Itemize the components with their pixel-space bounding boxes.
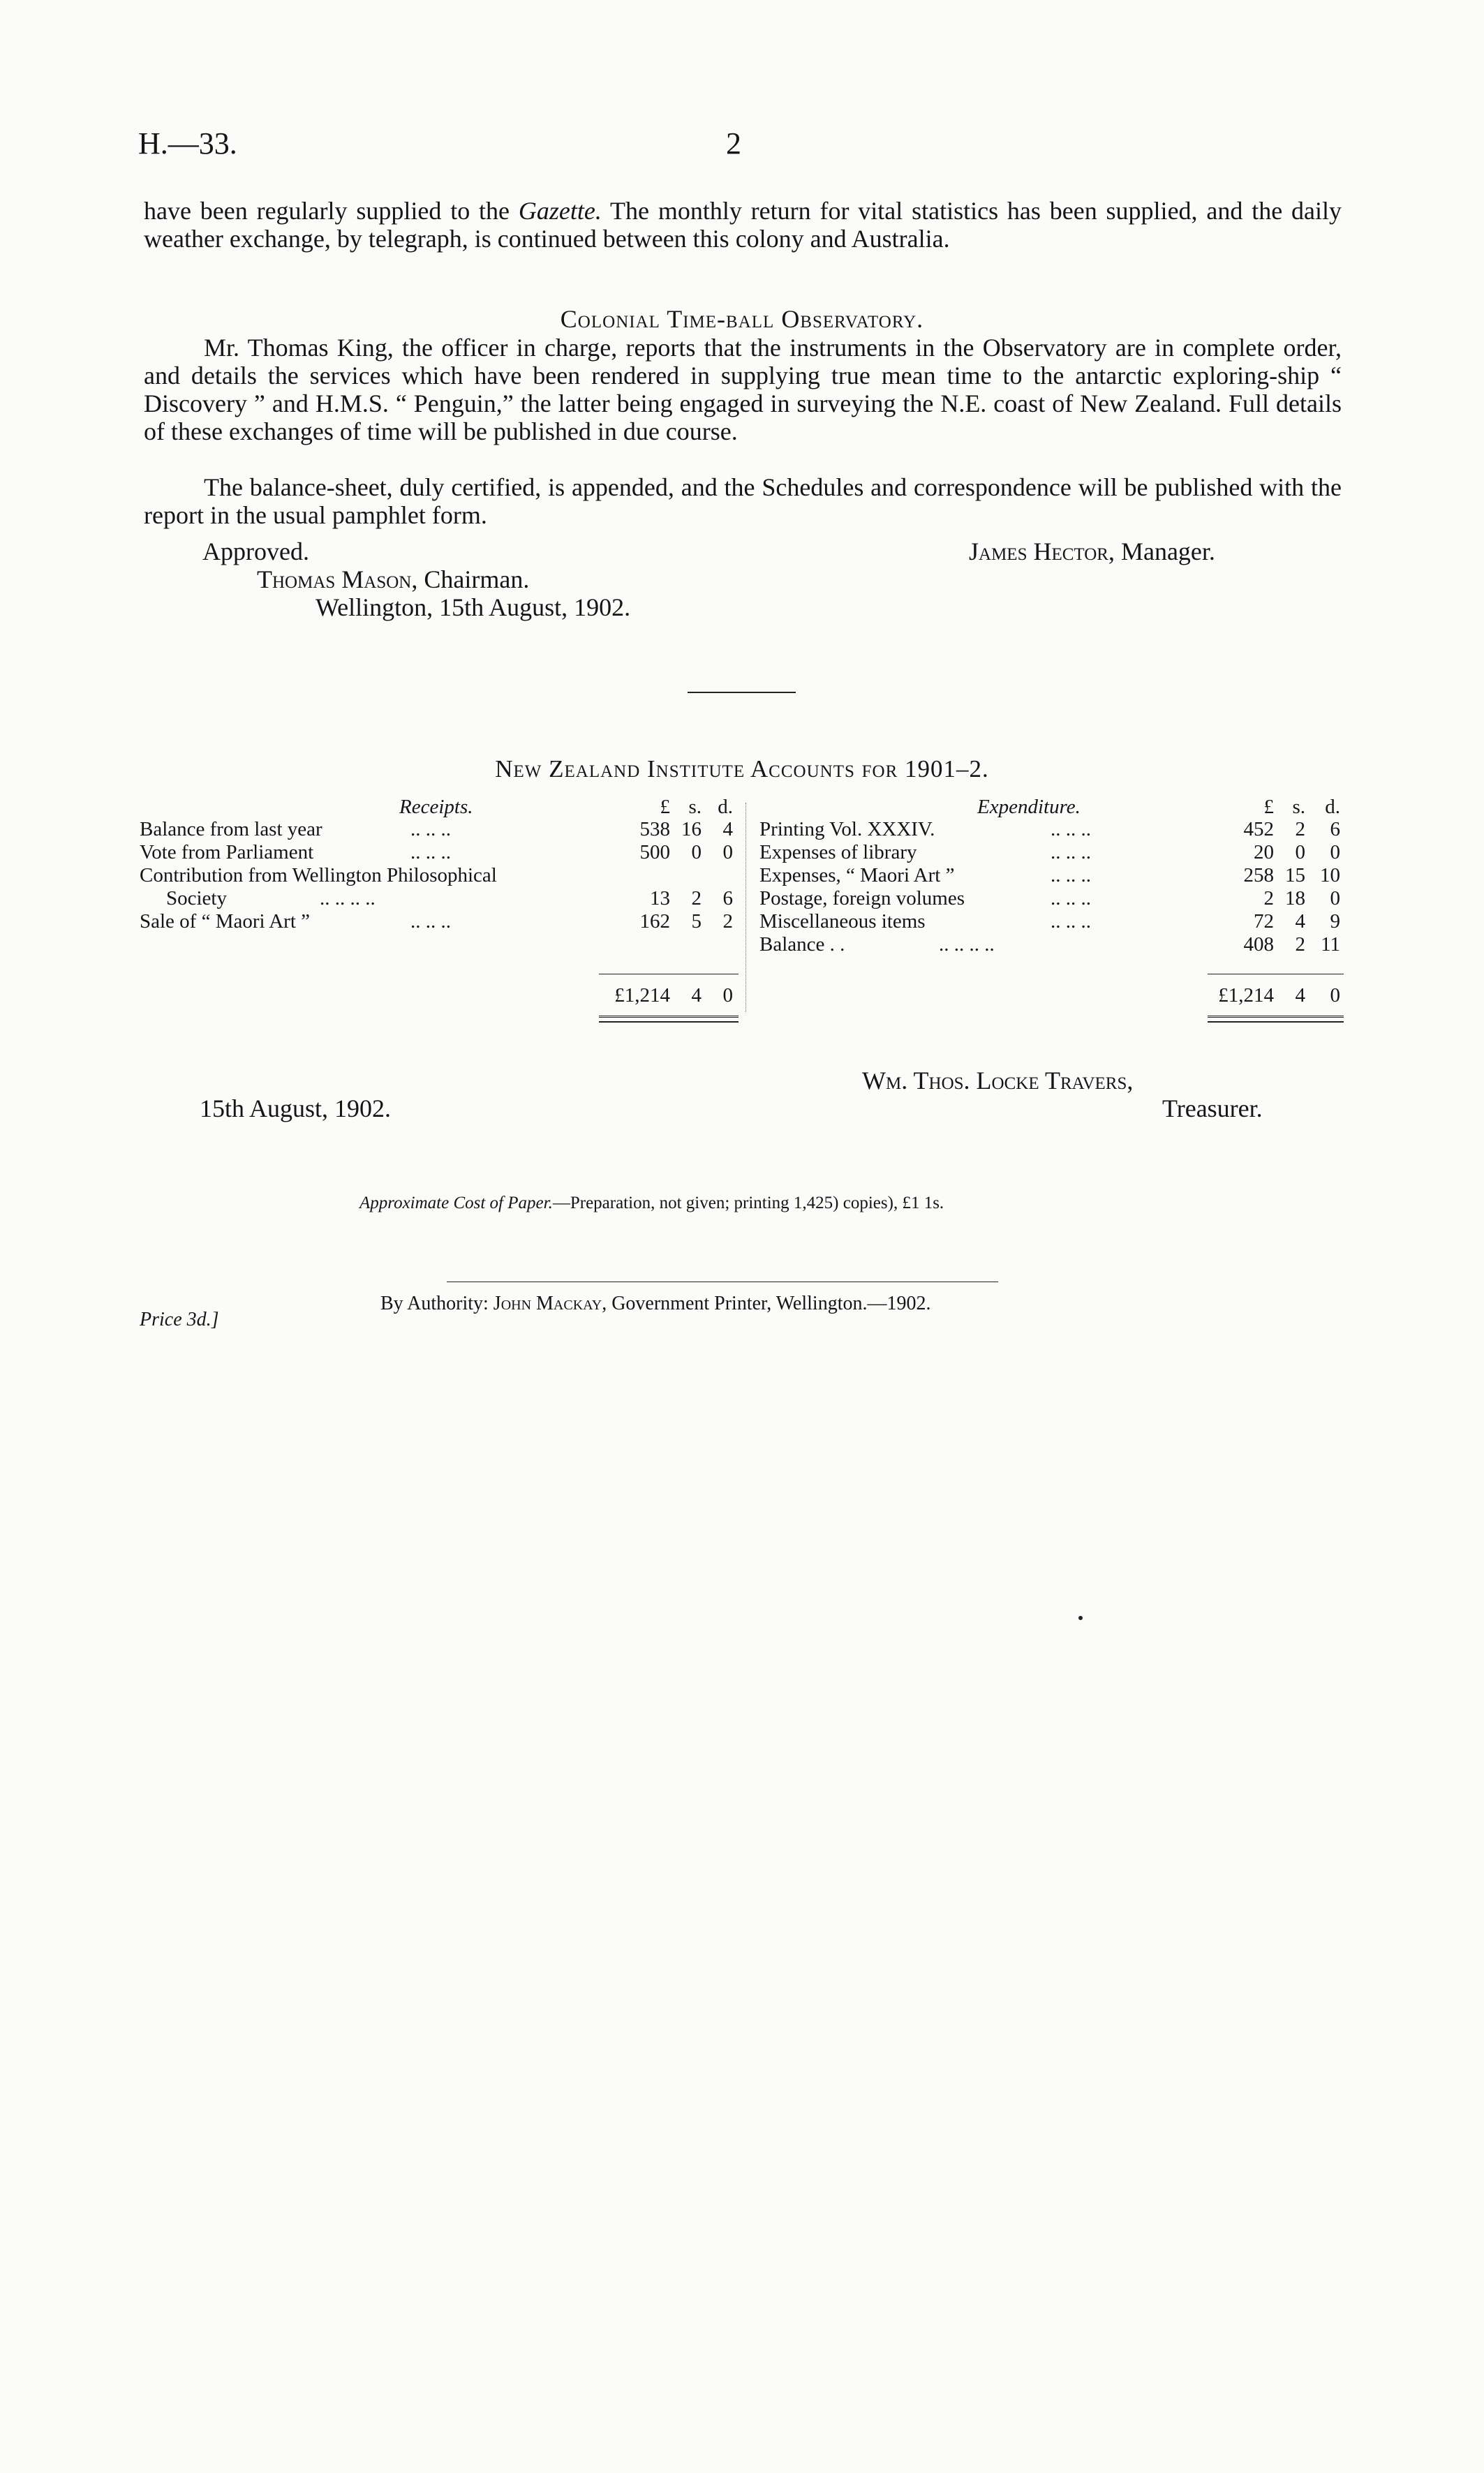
king-text: Mr. Thomas King, the officer in charge, reports that the instruments in the Observatory are in complete order, and details the services which have been rendered in supplying true mean time to the antarctic exploring-ship “ Discovery ” and H.M.S. “ Penguin,” the latter being engaged in surveying the N.E. coast of New Zealand. Full details of these exchanges of time will be published in due course. [144, 334, 1342, 445]
treasurer-title: Treasurer. [1162, 1094, 1263, 1122]
approved-label: Approved. [202, 537, 309, 565]
expenditure-row-label: Miscellaneous items [759, 910, 926, 933]
treasurer-signature: Wm. Thos. Locke Travers [862, 1067, 1127, 1094]
leader-dots: .. .. .. [1051, 887, 1091, 909]
receipts-total-double-rule [599, 1016, 739, 1023]
expenditure-pounds: 452 [1243, 818, 1274, 840]
expenditure-pounds: 20 [1254, 841, 1274, 863]
expenditure-row-label: Expenses of library [759, 841, 917, 863]
manager-title: , Manager. [1108, 537, 1215, 565]
expenditure-pounds: 2 [1263, 887, 1274, 909]
accounts-title: New Zealand Institute Accounts for 1901–2. [495, 755, 989, 782]
document-code: H.—33. [138, 126, 237, 161]
receipts-shillings: 5 [691, 910, 702, 933]
authority-suffix: , Government Printer, Wellington.—1902. [602, 1293, 931, 1314]
cost-of-paper-line [359, 1194, 944, 1213]
ink-speck [1078, 1616, 1083, 1620]
balance-text: The balance-sheet, duly certified, is appended, and the Schedules and correspondence will be published with the report in the usual pamphlet form. [144, 473, 1342, 529]
expenditure-col-shillings: s. [1292, 796, 1305, 818]
authority-line [380, 1293, 930, 1315]
expenditure-pence: 0 [1330, 841, 1340, 863]
receipts-row-label: Society [166, 887, 227, 909]
expenditure-row-label: Expenses, “ Maori Art ” [759, 864, 955, 886]
expenditure-shillings: 18 [1285, 887, 1305, 909]
leader-dots: .. .. .. [1051, 841, 1091, 863]
manager-name: James Hector [969, 537, 1108, 565]
receipts-total-shillings: 4 [691, 984, 702, 1007]
cost-italic: Approximate Cost of Paper. [359, 1194, 553, 1212]
leader-dots: .. .. .. .. [939, 933, 995, 956]
expenditure-pounds: 72 [1254, 910, 1274, 933]
leader-dots: .. .. .. .. [320, 887, 376, 909]
leader-dots: .. .. .. [1051, 818, 1091, 840]
treasurer-date: 15th August, 1902. [200, 1094, 392, 1122]
place-date: Wellington, 15th August, 1902. [316, 593, 631, 621]
printer-name: John Mackay [493, 1293, 602, 1314]
receipts-col-shillings: s. [688, 796, 702, 818]
expenditure-pence: 0 [1330, 887, 1340, 909]
expenditure-total-pounds: £1,214 [1218, 984, 1274, 1007]
receipts-total-pounds: £1,214 [614, 984, 670, 1007]
receipts-row-label: Balance from last year [140, 818, 322, 840]
receipts-pounds: 162 [639, 910, 670, 933]
intro-paragraph [144, 197, 1342, 253]
receipts-total-pence: 0 [722, 984, 733, 1007]
receipts-shillings: 2 [691, 887, 702, 909]
receipts-shillings: 0 [691, 841, 702, 863]
king-paragraph [144, 334, 1342, 445]
treasurer-name: Wm. Thos. Locke Travers, [862, 1067, 1134, 1094]
receipts-pounds: 538 [639, 818, 670, 840]
receipts-heading: Receipts. [399, 796, 473, 818]
accounts-divider [745, 803, 746, 1012]
chairman-signature [257, 565, 529, 593]
expenditure-pounds: 408 [1243, 933, 1274, 956]
expenditure-shillings: 4 [1295, 910, 1305, 933]
expenditure-heading: Expenditure. [977, 796, 1081, 818]
leader-dots: .. .. .. [1051, 864, 1091, 886]
receipts-row-label: Sale of “ Maori Art ” [140, 910, 311, 933]
expenditure-col-pounds: £ [1263, 796, 1274, 818]
expenditure-shillings: 2 [1295, 818, 1305, 840]
section-divider [688, 692, 796, 693]
expenditure-shillings: 0 [1295, 841, 1305, 863]
receipts-pence: 4 [722, 818, 733, 840]
leader-dots: .. .. .. [410, 841, 451, 863]
balance-paragraph [144, 473, 1342, 529]
authority-prefix: By Authority: [380, 1293, 494, 1314]
expenditure-row-label: Balance . . [759, 933, 845, 956]
section-heading: Colonial Time-ball Observatory. [560, 305, 924, 333]
expenditure-pence: 10 [1320, 864, 1340, 886]
expenditure-pence: 9 [1330, 910, 1340, 933]
cost-text: —Preparation, not given; printing 1,425) copies), £1 1s. [552, 1194, 944, 1212]
receipts-pence: 0 [722, 841, 733, 863]
receipts-pence: 6 [722, 887, 733, 909]
chairman-title: , Chairman. [411, 565, 530, 593]
receipts-col-pounds: £ [660, 796, 670, 818]
expenditure-pence: 6 [1330, 818, 1340, 840]
receipts-col-pence: d. [718, 796, 733, 818]
price-label: Price 3d.] [140, 1309, 219, 1330]
chairman-name: Thomas Mason [257, 565, 412, 593]
receipts-pence: 2 [722, 910, 733, 933]
expenditure-shillings: 2 [1295, 933, 1305, 956]
manager-signature [969, 537, 1215, 565]
leader-dots: .. .. .. [410, 818, 451, 840]
expenditure-total-double-rule [1208, 1016, 1344, 1023]
leader-dots: .. .. .. [410, 910, 451, 933]
receipts-pounds: 13 [650, 887, 670, 909]
expenditure-total-shillings: 4 [1295, 984, 1305, 1007]
expenditure-shillings: 15 [1285, 864, 1305, 886]
expenditure-row-label: Postage, foreign volumes [759, 887, 965, 909]
expenditure-pence: 11 [1321, 933, 1340, 956]
leader-dots: .. .. .. [1051, 910, 1091, 933]
expenditure-row-label: Printing Vol. XXXIV. [759, 818, 935, 840]
expenditure-pounds: 258 [1243, 864, 1274, 886]
intro-text-2: The monthly return for vital statistics has been supplied, and the daily weather exchange, by telegraph, is continued between this colony and Australia. [144, 197, 1342, 253]
gazette-italic: Gazette. [518, 197, 602, 225]
receipts-pounds: 500 [639, 841, 670, 863]
receipts-shillings: 16 [681, 818, 702, 840]
expenditure-col-pence: d. [1325, 796, 1340, 818]
intro-text-1: have been regularly supplied to the [144, 197, 519, 225]
receipts-row-label: Contribution from Wellington Philosophical [140, 864, 497, 886]
receipts-row-label: Vote from Parliament [140, 841, 314, 863]
expenditure-total-pence: 0 [1330, 984, 1340, 1007]
page-number: 2 [726, 126, 741, 161]
